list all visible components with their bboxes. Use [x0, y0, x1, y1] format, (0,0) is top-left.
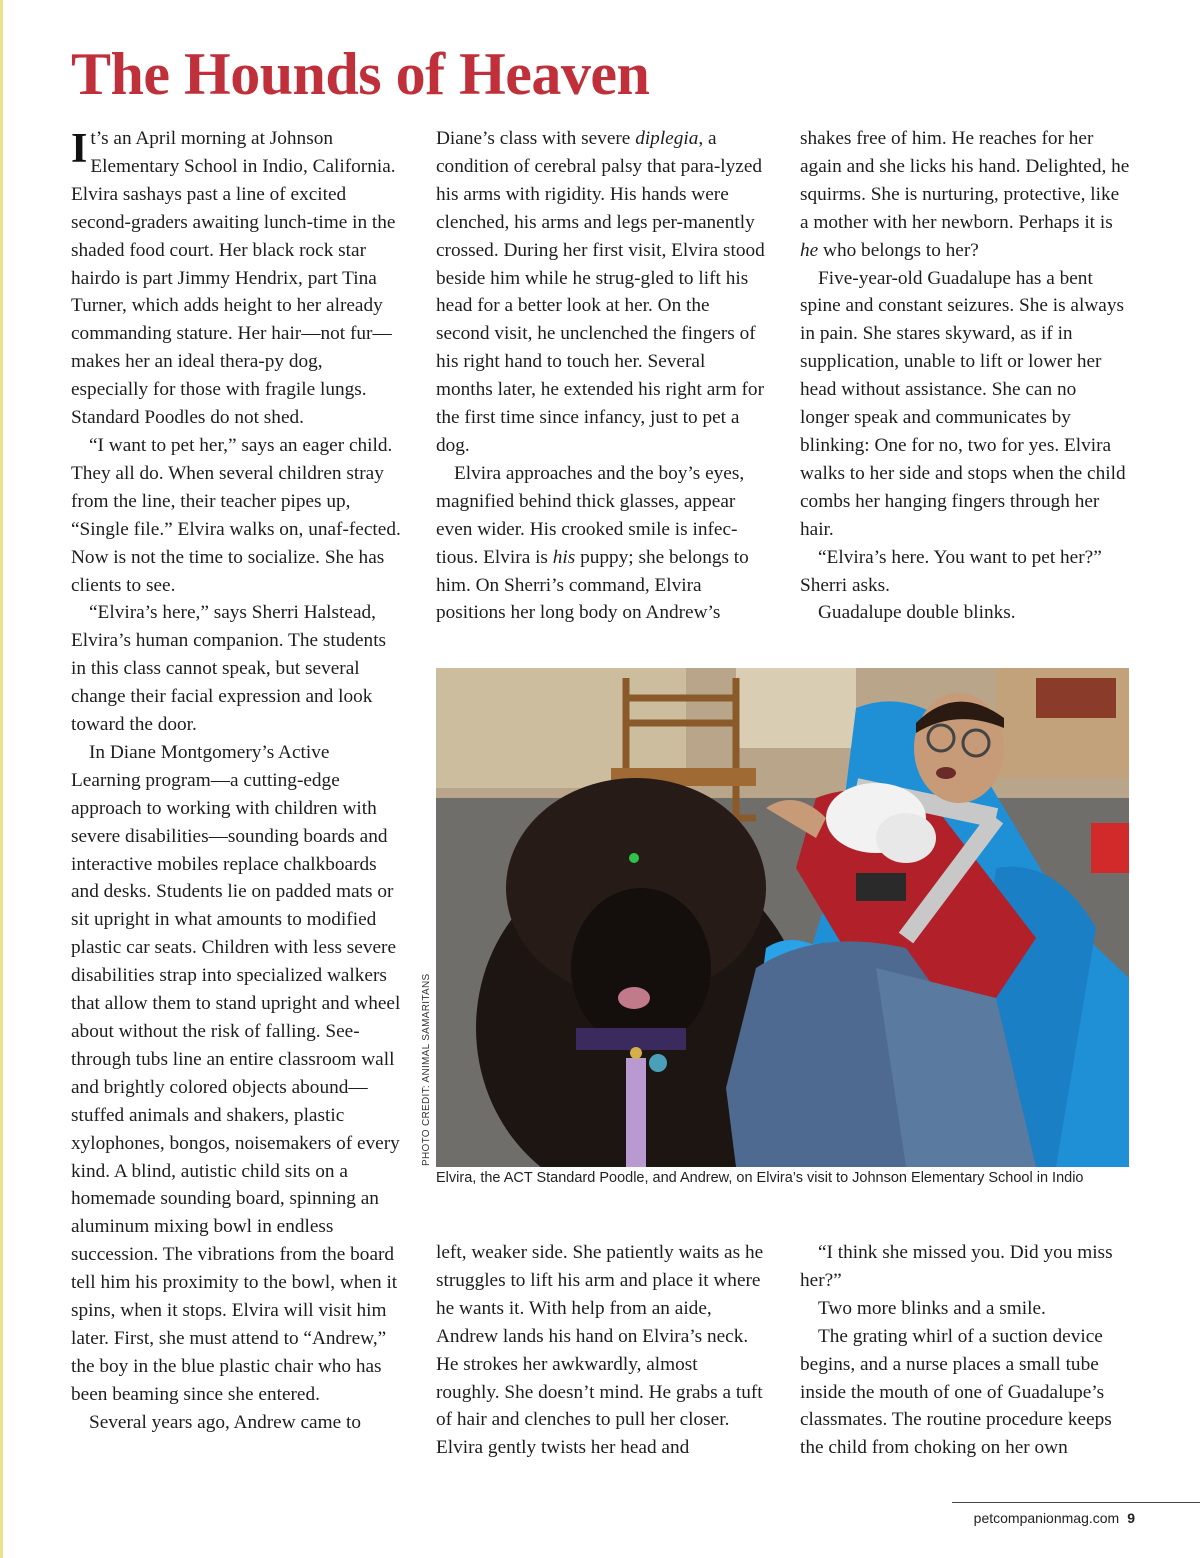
paragraph: Five-year-old Guadalupe has a bent spine and constant seizures. She is always in pain. She stares skyward, as if in supplication, unable to lift or lower her head without assistance. She can no longer speak and communicates by blinking: One for no, two for yes. Elvira walks to her side and stops when the child combs her hanging fingers through her hair. [800, 267, 1126, 540]
italic-term: he [800, 239, 819, 261]
paragraph [436, 125, 766, 460]
paragraph [436, 460, 766, 627]
photo-caption: Elvira, the ACT Standard Poodle, and Andrew, on Elvira’s visit to Johnson Elementary School in Indio [436, 1170, 1084, 1186]
article-column-2 [436, 125, 766, 627]
paragraph: “I think she missed you. Did you miss her?” [800, 1242, 1113, 1291]
paragraph: In Diane Montgomery’s Active Learning program—a cutting-edge approach to working with children with severe disabilities—sounding boards and interactive mobiles replace chalkboards and desks. Students lie on padded mats or sit upright in what amounts to modified plastic car seats. Children with less severe disabilities strap into specialized walkers that allow them to stand upright and wheel about without the risk of falling. See-through tubs line an entire classroom wall and brightly colored objects abound—stuffed animals and shakers, plastic xylophones, bongos, noisemakers of every kind. A blind, autistic child sits on a homemade sounding board, spinning an aluminum mixing bowl in endless succession. The vibrations from the board tell him his proximity to the bowl, when it spins, when it stops. Elvira will visit him later. First, she must attend to “Andrew,” the boy in the blue plastic chair who has been beaming since she entered. [71, 741, 401, 1405]
article-photo [436, 668, 1129, 1167]
paragraph-text: t’s an April morning at Johnson Elementary School in Indio, California. Elvira sashays past a line of excited second-graders awaiting lunch-time in the shaded food court. Her black rock star hairdo is part Jimmy Hendrix, part Tina Turner, which adds height to her already commanding stature. Her hair—not fur—makes her an ideal thera-py dog, especially for those with fragile lungs. Standard Poodles do not shed. [71, 128, 396, 429]
poodle-and-boy-illustration [436, 668, 1129, 1167]
page-edge-rule [0, 0, 3, 1558]
article-column-2-continued [436, 1239, 766, 1462]
paragraph: Several years ago, Andrew came to [89, 1411, 361, 1433]
article-column-3-continued [800, 1239, 1130, 1462]
italic-term: his [552, 546, 576, 568]
paragraph-text: puppy; she belongs to him. On Sherri’s command, Elvira positions her long body on Andrew’s [436, 546, 749, 624]
paragraph: left, weaker side. She patiently waits as he struggles to lift his arm and place it where he wants it. With help from an aide, Andrew lands his hand on Elvira’s neck. He strokes her awkwardly, almost roughly. She doesn’t mind. He grabs a tuft of hair and clenches to pull her closer. Elvira gently twists her head and [436, 1242, 764, 1459]
paragraph: “I want to pet her,” says an eager child. They all do. When several children stray from the line, their teacher pipes up, “Single file.” Elvira walks on, unaf-fected. Now is not the time to socialize. She has clients to see. [71, 434, 401, 596]
italic-term: diplegia [635, 128, 699, 149]
paragraph: “Elvira’s here. You want to pet her?” Sherri asks. [800, 546, 1102, 596]
paragraph-text: shakes free of him. He reaches for her again and she licks his hand. Delighted, he squirms. She is nurturing, protective, like a mother with her newborn. Perhaps it is [800, 128, 1130, 233]
paragraph: The grating whirl of a suction device begins, and a nurse places a small tube inside the mouth of one of Guadalupe’s classmates. The routine procedure keeps the child from choking on her own [800, 1325, 1112, 1459]
paragraph-text: Diane’s class with severe [436, 128, 636, 149]
footer-url: petcompanionmag.com [973, 1510, 1120, 1526]
article-column-1 [71, 125, 401, 1437]
drop-cap: I [71, 126, 88, 172]
paragraph [71, 125, 401, 432]
page-footer [955, 1509, 1135, 1527]
paragraph-text: Elvira approaches and the boy’s eyes, magnified behind thick glasses, appear even wider. His crooked smile is infec-tious. Elvira is [436, 462, 745, 568]
article-title: The Hounds of Heaven [71, 41, 650, 107]
paragraph [800, 125, 1130, 265]
paragraph: Two more blinks and a smile. [818, 1297, 1046, 1319]
footer-rule [952, 1502, 1200, 1503]
article-column-3 [800, 125, 1130, 627]
paragraph-text: , a condition of cerebral palsy that para-lyzed his arms with rigidity. His hands were clenched, his arms and legs per-manently crossed. During her first visit, Elvira stood beside him while he strug-gled to lift his head for a better look at her. On the second visit, he unclenched the fingers of his right hand to touch her. Several months later, he extended his right arm for the first time since infancy, just to pet a dog. [436, 128, 765, 456]
page-number: 9 [1127, 1510, 1135, 1526]
paragraph-text: who belongs to her? [818, 239, 979, 261]
paragraph: Guadalupe double blinks. [818, 602, 1016, 624]
paragraph: “Elvira’s here,” says Sherri Halstead, Elvira’s human companion. The students in this class cannot speak, but several change their facial expression and look toward the door. [71, 602, 387, 736]
photo-credit: PHOTO CREDIT: ANIMAL SAMARITANS [421, 973, 432, 1166]
